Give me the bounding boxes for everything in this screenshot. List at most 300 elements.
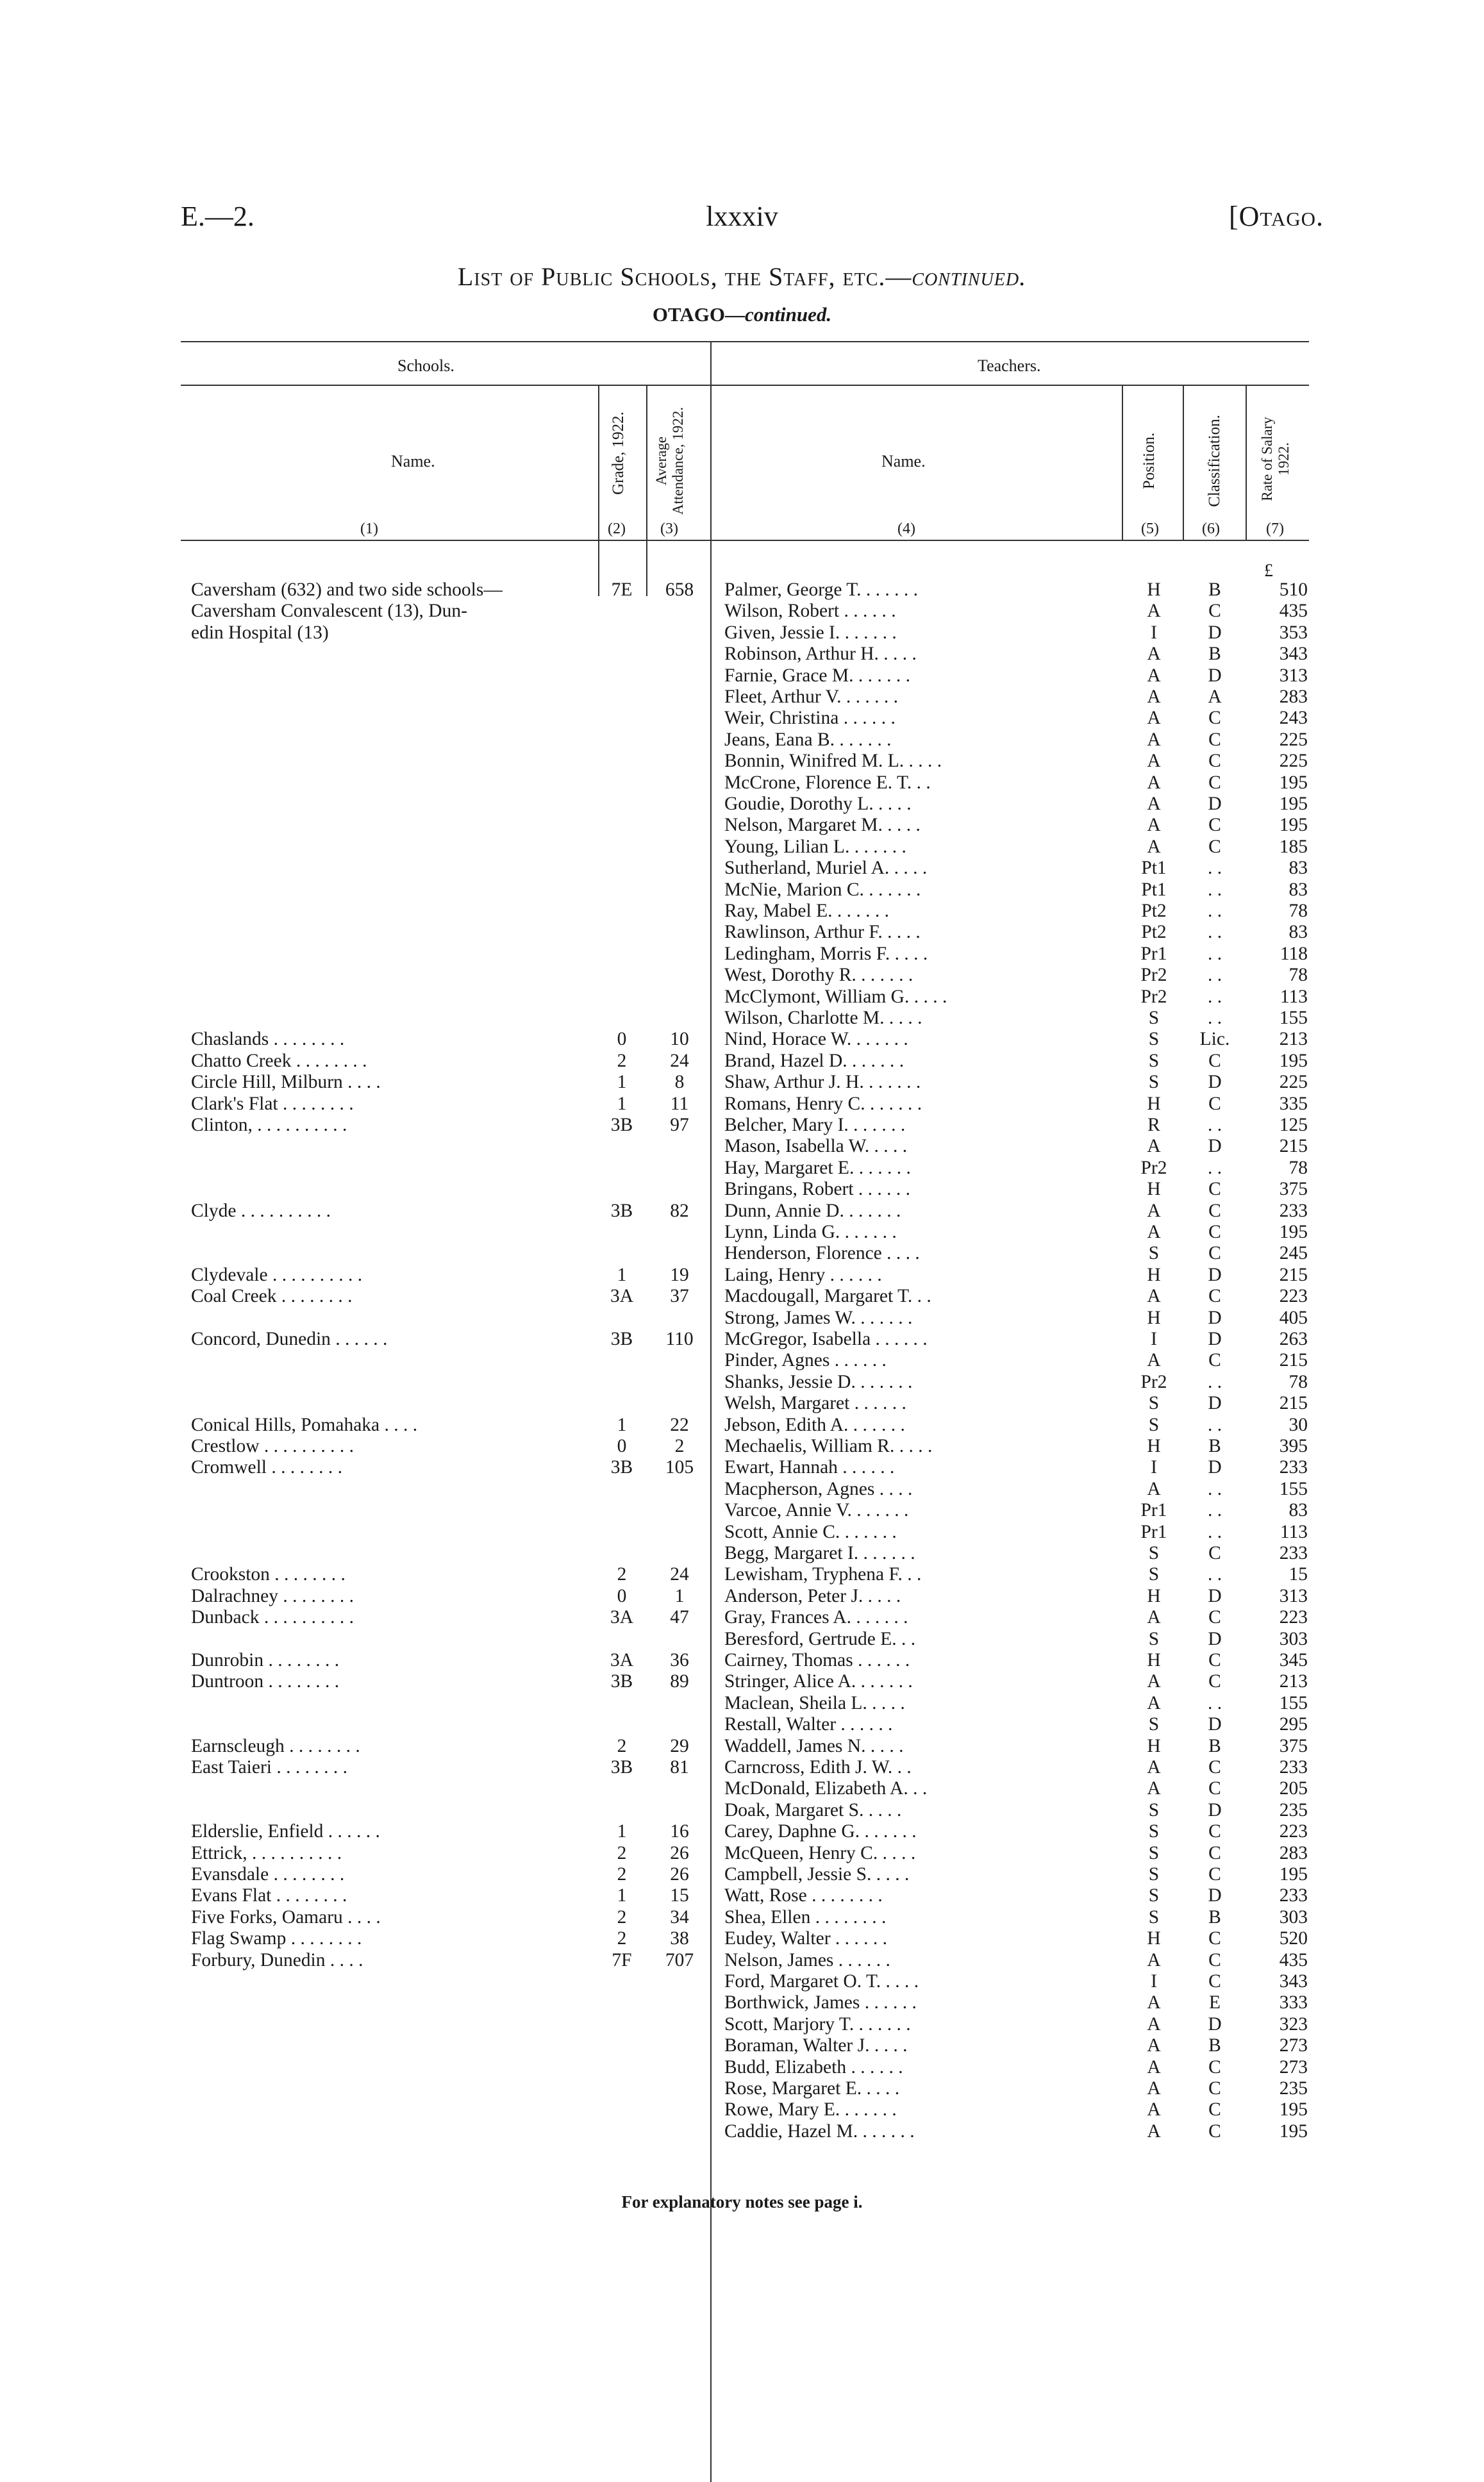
teacher-salary: 235 bbox=[1279, 1799, 1308, 1820]
teacher-classification: C bbox=[1208, 2099, 1221, 2120]
teacher-name: McQueen, Henry C. . . . . bbox=[724, 1842, 916, 1863]
teacher-row bbox=[0, 1285, 1321, 1307]
teacher-classification: . . bbox=[1207, 879, 1222, 900]
school-grade: 0 bbox=[617, 1585, 627, 1606]
teacher-classification: C bbox=[1208, 708, 1221, 729]
teacher-salary: 78 bbox=[1288, 965, 1308, 986]
school-name: Crookston . . . . . . . . bbox=[191, 1564, 346, 1585]
teacher-row bbox=[0, 1885, 1321, 1906]
teacher-salary: 405 bbox=[1279, 1307, 1308, 1328]
teacher-row bbox=[0, 986, 1321, 1008]
school-name: Clyde . . . . . . . . . . bbox=[191, 1200, 331, 1221]
teacher-row bbox=[0, 1307, 1321, 1329]
teacher-classification: C bbox=[1208, 1949, 1221, 1970]
teacher-name: Eudey, Walter . . . . . . bbox=[724, 1928, 888, 1949]
school-grade: 1 bbox=[617, 1414, 627, 1435]
teacher-name: Sutherland, Muriel A. . . . . bbox=[724, 858, 928, 879]
school-grade: 1 bbox=[617, 1093, 627, 1114]
teacher-classification: C bbox=[1208, 2078, 1221, 2099]
teacher-salary: 233 bbox=[1279, 1885, 1308, 1906]
school-attendance: 658 bbox=[665, 579, 694, 600]
footnote: For explanatory notes see page i. bbox=[621, 2192, 863, 2211]
teacher-name: West, Dorothy R. . . . . . . bbox=[724, 965, 913, 986]
teacher-position: Pr2 bbox=[1140, 965, 1167, 986]
teacher-position: A bbox=[1147, 794, 1161, 814]
teacher-row bbox=[0, 2056, 1321, 2078]
school-attendance: 707 bbox=[665, 1949, 694, 1970]
teacher-row bbox=[0, 1713, 1321, 1735]
teacher-salary: 283 bbox=[1279, 1842, 1308, 1863]
column-number-3: (3) bbox=[660, 521, 678, 537]
teacher-name: McCrone, Florence E. T. . . bbox=[724, 772, 931, 793]
teacher-classification: . . bbox=[1207, 1371, 1222, 1392]
teacher-salary: 155 bbox=[1279, 1478, 1308, 1499]
teacher-row bbox=[0, 579, 1321, 601]
teacher-row bbox=[0, 2120, 1321, 2142]
teacher-position: H bbox=[1147, 1928, 1161, 1949]
teacher-name: Belcher, Mary I. . . . . . . bbox=[724, 1115, 906, 1135]
teacher-name: Mechaelis, William R. . . . . bbox=[724, 1436, 933, 1456]
teacher-position: I bbox=[1151, 1971, 1157, 1992]
teacher-salary: 78 bbox=[1288, 901, 1308, 921]
teacher-classification: . . bbox=[1207, 1521, 1222, 1542]
school-grade: 2 bbox=[617, 1928, 627, 1949]
teacher-name: Rawlinson, Arthur F. . . . . bbox=[724, 922, 921, 943]
teacher-position: Pt1 bbox=[1141, 879, 1167, 900]
salary-header: Rate of Salary 1922. bbox=[1259, 417, 1292, 501]
teacher-position: A bbox=[1147, 644, 1161, 665]
teacher-salary: 323 bbox=[1279, 2013, 1308, 2035]
teacher-name: Given, Jessie I. . . . . . . bbox=[724, 622, 897, 643]
teacher-position: H bbox=[1147, 1735, 1161, 1756]
teacher-row bbox=[0, 1521, 1321, 1543]
teacher-classification: C bbox=[1208, 1671, 1221, 1692]
school-grade: 2 bbox=[617, 1564, 627, 1585]
attendance-header: Average Attendance, 1922. bbox=[653, 407, 686, 515]
school-name: Dalrachney . . . . . . . . bbox=[191, 1585, 354, 1606]
teacher-name: Maclean, Sheila L. . . . . bbox=[724, 1692, 905, 1713]
teacher-row bbox=[0, 857, 1321, 879]
teacher-position: A bbox=[1147, 708, 1161, 729]
teacher-position: A bbox=[1147, 1286, 1161, 1307]
teacher-position: A bbox=[1147, 1992, 1161, 2013]
teacher-name: Restall, Walter . . . . . . bbox=[724, 1714, 893, 1735]
teacher-row bbox=[0, 1649, 1321, 1671]
teacher-position: A bbox=[1147, 2035, 1161, 2056]
teacher-position: A bbox=[1147, 1671, 1161, 1692]
school-grade: 3A bbox=[610, 1650, 634, 1670]
teacher-classification: C bbox=[1208, 1607, 1221, 1628]
position-header: Position. bbox=[1140, 432, 1158, 490]
teacher-row bbox=[0, 1863, 1321, 1885]
school-attendance: 15 bbox=[670, 1885, 689, 1906]
teacher-position: R bbox=[1147, 1115, 1160, 1135]
teacher-classification: C bbox=[1208, 729, 1221, 750]
teacher-name: Strong, James W. . . . . . . bbox=[724, 1307, 913, 1328]
school-attendance: 2 bbox=[674, 1436, 685, 1456]
teacher-salary: 343 bbox=[1279, 1971, 1308, 1992]
teacher-position: A bbox=[1147, 1222, 1161, 1242]
teacher-salary: 235 bbox=[1279, 2078, 1308, 2099]
teacher-classification: C bbox=[1208, 815, 1221, 836]
teacher-salary: 225 bbox=[1279, 729, 1308, 750]
teacher-classification: B bbox=[1208, 1906, 1221, 1928]
table-top-rule bbox=[181, 341, 1309, 342]
school-grade: 1 bbox=[617, 1264, 627, 1285]
page-title bbox=[0, 262, 1484, 292]
school-grade: 0 bbox=[617, 1436, 627, 1456]
teacher-position: A bbox=[1147, 2056, 1161, 2078]
teacher-salary: 273 bbox=[1279, 2056, 1308, 2078]
teacher-name: Macdougall, Margaret T. . . bbox=[724, 1286, 931, 1307]
school-attendance: 19 bbox=[670, 1264, 689, 1285]
teacher-position: S bbox=[1148, 1072, 1160, 1093]
teacher-name: McGregor, Isabella . . . . . . bbox=[724, 1329, 928, 1349]
teacher-name-header: Name. bbox=[881, 452, 926, 471]
teacher-salary: 233 bbox=[1279, 1200, 1308, 1221]
teacher-name: Rowe, Mary E. . . . . . . bbox=[724, 2099, 897, 2120]
teacher-position: I bbox=[1151, 1457, 1157, 1478]
teacher-position: A bbox=[1147, 2013, 1161, 2035]
teacher-row bbox=[0, 1949, 1321, 1971]
teacher-classification: C bbox=[1208, 1842, 1221, 1863]
teacher-name: Borthwick, James . . . . . . bbox=[724, 1992, 917, 2013]
teacher-position: Pr2 bbox=[1140, 1371, 1167, 1392]
teacher-row bbox=[0, 643, 1321, 665]
teacher-position: A bbox=[1147, 2078, 1161, 2099]
teacher-salary: 273 bbox=[1279, 2035, 1308, 2056]
teacher-position: S bbox=[1148, 1243, 1160, 1264]
teacher-salary: 83 bbox=[1288, 879, 1308, 900]
school-name: Five Forks, Oamaru . . . . bbox=[191, 1906, 381, 1928]
teacher-row bbox=[0, 1992, 1321, 2013]
teacher-classification: . . bbox=[1207, 901, 1222, 921]
subtitle-main: OTAGO— bbox=[652, 303, 745, 326]
teacher-position: A bbox=[1147, 601, 1161, 622]
teacher-row bbox=[0, 2013, 1321, 2035]
school-name: Evansdale . . . . . . . . bbox=[191, 1864, 345, 1885]
teacher-position: S bbox=[1148, 1564, 1160, 1585]
school-attendance: 89 bbox=[670, 1671, 689, 1692]
teacher-row bbox=[0, 1799, 1321, 1821]
school-grade: 7E bbox=[611, 579, 633, 600]
teacher-name: Wilson, Charlotte M. . . . . bbox=[724, 1008, 922, 1028]
teacher-position: A bbox=[1147, 687, 1161, 707]
school-name: Chaslands . . . . . . . . bbox=[191, 1029, 345, 1050]
teacher-position: A bbox=[1147, 1200, 1161, 1221]
teacher-position: H bbox=[1147, 1093, 1161, 1114]
teacher-row bbox=[0, 1563, 1321, 1585]
school-attendance: 11 bbox=[670, 1093, 689, 1114]
teacher-name: Anderson, Peter J. . . . . bbox=[724, 1585, 901, 1606]
school-grade: 7F bbox=[612, 1949, 632, 1970]
teacher-row bbox=[0, 1928, 1321, 1949]
teacher-salary: 345 bbox=[1279, 1650, 1308, 1670]
teacher-position: Pr1 bbox=[1140, 1521, 1167, 1542]
column-number-5: (5) bbox=[1141, 521, 1159, 537]
teacher-row bbox=[0, 1200, 1321, 1222]
teacher-name: Stringer, Alice A. . . . . . . bbox=[724, 1671, 913, 1692]
teacher-row bbox=[0, 772, 1321, 794]
teacher-position: S bbox=[1148, 1050, 1160, 1071]
school-name: Ettrick, . . . . . . . . . . bbox=[191, 1842, 342, 1863]
school-attendance: 24 bbox=[670, 1564, 689, 1585]
teacher-classification: C bbox=[1208, 1543, 1221, 1563]
teacher-row bbox=[0, 1414, 1321, 1436]
teacher-row bbox=[0, 729, 1321, 751]
teacher-salary: 263 bbox=[1279, 1329, 1308, 1349]
teacher-classification: D bbox=[1208, 794, 1222, 814]
region-label: [Otago. bbox=[1228, 201, 1324, 232]
school-grade: 1 bbox=[617, 1072, 627, 1093]
teacher-name: Varcoe, Annie V. . . . . . . bbox=[724, 1500, 909, 1521]
teacher-name: Shea, Ellen . . . . . . . . bbox=[724, 1906, 887, 1928]
teacher-salary: 195 bbox=[1279, 772, 1308, 793]
teacher-row bbox=[0, 964, 1321, 986]
teacher-row bbox=[0, 2099, 1321, 2120]
school-grade: 3B bbox=[610, 1457, 633, 1478]
teacher-salary: 303 bbox=[1279, 1906, 1308, 1928]
teacher-name: Macpherson, Agnes . . . . bbox=[724, 1478, 913, 1499]
teacher-name: Farnie, Grace M. . . . . . . bbox=[724, 665, 911, 686]
teacher-salary: 353 bbox=[1279, 622, 1308, 643]
currency-symbol: £ bbox=[1264, 561, 1273, 581]
teacher-name: Rose, Margaret E. . . . . bbox=[724, 2078, 900, 2099]
teacher-name: Gray, Frances A. . . . . . . bbox=[724, 1607, 908, 1628]
teacher-row bbox=[0, 879, 1321, 901]
teacher-name: Campbell, Jessie S. . . . . bbox=[724, 1864, 910, 1885]
teacher-name: Bringans, Robert . . . . . . bbox=[724, 1179, 911, 1200]
teacher-salary: 335 bbox=[1279, 1093, 1308, 1114]
teacher-name: Beresford, Gertrude E. . . bbox=[724, 1628, 916, 1649]
teacher-classification: C bbox=[1208, 1093, 1221, 1114]
teacher-position: A bbox=[1147, 2099, 1161, 2120]
teacher-classification: C bbox=[1208, 1179, 1221, 1200]
school-name: Cromwell . . . . . . . . bbox=[191, 1457, 342, 1478]
teacher-salary: 215 bbox=[1279, 1393, 1308, 1414]
teacher-salary: 78 bbox=[1288, 1371, 1308, 1392]
teacher-name: McDonald, Elizabeth A. . . bbox=[724, 1778, 928, 1799]
teacher-classification: . . bbox=[1207, 1478, 1222, 1499]
teacher-classification: D bbox=[1208, 1585, 1222, 1606]
teacher-name: Fleet, Arthur V. . . . . . . bbox=[724, 687, 898, 707]
teacher-name: Palmer, George T. . . . . . . bbox=[724, 579, 918, 600]
teacher-name: Ledingham, Morris F. . . . . bbox=[724, 943, 928, 964]
teacher-salary: 195 bbox=[1279, 1222, 1308, 1242]
teacher-row bbox=[0, 836, 1321, 858]
teacher-name: Laing, Henry . . . . . . bbox=[724, 1264, 882, 1285]
teacher-row bbox=[0, 1157, 1321, 1179]
teacher-row bbox=[0, 1499, 1321, 1521]
school-grade: 3B bbox=[610, 1757, 633, 1778]
teacher-classification: Lic. bbox=[1199, 1029, 1230, 1050]
teacher-name: Carncross, Edith J. W. . . bbox=[724, 1757, 912, 1778]
school-grade: 3A bbox=[610, 1607, 634, 1628]
column-number-4: (4) bbox=[897, 521, 915, 537]
teacher-name: Henderson, Florence . . . . bbox=[724, 1243, 920, 1264]
page-code: E.—2. bbox=[181, 201, 254, 232]
school-attendance: 34 bbox=[670, 1906, 689, 1928]
teacher-name: Lewisham, Tryphena F. . . bbox=[724, 1564, 922, 1585]
teacher-salary: 313 bbox=[1279, 1585, 1308, 1606]
teacher-row bbox=[0, 1242, 1321, 1264]
school-name: Caversham Convalescent (13), Dun- bbox=[191, 601, 467, 622]
column-number-6: (6) bbox=[1202, 521, 1220, 537]
teacher-name: Boraman, Walter J. . . . . bbox=[724, 2035, 908, 2056]
teacher-row bbox=[0, 1456, 1321, 1478]
teacher-name: Mason, Isabella W. . . . . bbox=[724, 1136, 908, 1157]
teacher-position: Pr1 bbox=[1140, 943, 1167, 964]
school-name: Earnscleugh . . . . . . . . bbox=[191, 1735, 360, 1756]
teacher-salary: 245 bbox=[1279, 1243, 1308, 1264]
teacher-name: Goudie, Dorothy L. . . . . bbox=[724, 794, 912, 814]
teacher-row bbox=[0, 1328, 1321, 1350]
school-name: edin Hospital (13) bbox=[191, 622, 329, 643]
teacher-classification: . . bbox=[1207, 1008, 1222, 1028]
school-name: Clydevale . . . . . . . . . . bbox=[191, 1264, 363, 1285]
teacher-name: Weir, Christina . . . . . . bbox=[724, 708, 896, 729]
teacher-salary: 225 bbox=[1279, 751, 1308, 772]
teacher-name: McNie, Marion C. . . . . . . bbox=[724, 879, 921, 900]
school-name: Conical Hills, Pomahaka . . . . bbox=[191, 1414, 418, 1435]
teacher-row bbox=[0, 1778, 1321, 1799]
school-grade: 1 bbox=[617, 1821, 627, 1842]
teacher-classification: B bbox=[1208, 644, 1221, 665]
teacher-name: Hay, Margaret E. . . . . . . bbox=[724, 1157, 911, 1178]
school-name: Elderslie, Enfield . . . . . . bbox=[191, 1821, 380, 1842]
teacher-classification: C bbox=[1208, 1050, 1221, 1071]
school-attendance: 22 bbox=[670, 1414, 689, 1435]
teacher-name: Watt, Rose . . . . . . . . bbox=[724, 1885, 883, 1906]
teacher-row bbox=[0, 600, 1321, 622]
teacher-name: Pinder, Agnes . . . . . . bbox=[724, 1350, 887, 1371]
school-attendance: 10 bbox=[670, 1029, 689, 1050]
teacher-name: Bonnin, Winifred M. L. . . . . bbox=[724, 751, 942, 772]
teacher-position: S bbox=[1148, 1029, 1160, 1050]
school-name: Clinton, . . . . . . . . . . bbox=[191, 1115, 347, 1135]
teacher-name: Cairney, Thomas . . . . . . bbox=[724, 1650, 910, 1670]
teacher-salary: 215 bbox=[1279, 1264, 1308, 1285]
teacher-salary: 343 bbox=[1279, 644, 1308, 665]
teacher-position: Pt1 bbox=[1141, 858, 1167, 879]
teacher-classification: C bbox=[1208, 601, 1221, 622]
teacher-classification: . . bbox=[1207, 986, 1222, 1007]
school-grade: 3B bbox=[610, 1671, 633, 1692]
teacher-classification: C bbox=[1208, 1778, 1221, 1799]
teacher-classification: . . bbox=[1207, 858, 1222, 879]
school-name: Circle Hill, Milburn . . . . bbox=[191, 1072, 381, 1093]
teacher-salary: 83 bbox=[1288, 1500, 1308, 1521]
teacher-salary: 215 bbox=[1279, 1350, 1308, 1371]
teacher-classification: . . bbox=[1207, 1414, 1222, 1435]
teacher-salary: 78 bbox=[1288, 1157, 1308, 1178]
teacher-row bbox=[0, 1071, 1321, 1093]
salary-divider bbox=[1246, 385, 1247, 540]
column-header-rule bbox=[181, 540, 1309, 541]
teacher-position: S bbox=[1148, 1821, 1160, 1842]
school-name: Forbury, Dunedin . . . . bbox=[191, 1949, 363, 1970]
teacher-classification: D bbox=[1208, 1393, 1222, 1414]
teacher-classification: C bbox=[1208, 1971, 1221, 1992]
teacher-row bbox=[0, 1970, 1321, 1992]
teacher-name: Wilson, Robert . . . . . . bbox=[724, 601, 896, 622]
teacher-classification: B bbox=[1208, 579, 1221, 600]
teacher-name: Ewart, Hannah . . . . . . bbox=[724, 1457, 895, 1478]
teacher-salary: 83 bbox=[1288, 922, 1308, 943]
teacher-name: Scott, Marjory T. . . . . . . bbox=[724, 2013, 911, 2035]
teacher-salary: 213 bbox=[1279, 1671, 1308, 1692]
school-name: Clark's Flat . . . . . . . . bbox=[191, 1093, 354, 1114]
teacher-position: A bbox=[1147, 1692, 1161, 1713]
teacher-salary: 205 bbox=[1279, 1778, 1308, 1799]
teacher-salary: 395 bbox=[1279, 1436, 1308, 1456]
teacher-salary: 15 bbox=[1288, 1564, 1308, 1585]
teacher-salary: 195 bbox=[1279, 2099, 1308, 2120]
teacher-name: Brand, Hazel D. . . . . . . bbox=[724, 1050, 905, 1071]
teacher-classification: D bbox=[1208, 622, 1222, 643]
teacher-row bbox=[0, 1606, 1321, 1628]
teacher-classification: D bbox=[1208, 665, 1222, 686]
teacher-salary: 375 bbox=[1279, 1735, 1308, 1756]
teacher-classification: D bbox=[1208, 1072, 1222, 1093]
teacher-row bbox=[0, 1392, 1321, 1414]
teacher-name: Waddell, James N. . . . . bbox=[724, 1735, 904, 1756]
teacher-classification: C bbox=[1208, 1243, 1221, 1264]
school-attendance: 26 bbox=[670, 1864, 689, 1885]
teacher-classification: C bbox=[1208, 751, 1221, 772]
teacher-salary: 113 bbox=[1280, 1521, 1308, 1542]
column-number-7: (7) bbox=[1266, 521, 1284, 537]
teacher-salary: 195 bbox=[1279, 794, 1308, 814]
teacher-position: A bbox=[1147, 1136, 1161, 1157]
teacher-row bbox=[0, 793, 1321, 815]
school-attendance: 29 bbox=[670, 1735, 689, 1756]
teacher-salary: 113 bbox=[1280, 986, 1308, 1007]
teacher-name: Shaw, Arthur J. H. . . . . . . bbox=[724, 1072, 921, 1093]
teacher-row bbox=[0, 686, 1321, 708]
teacher-row bbox=[0, 2035, 1321, 2056]
teacher-position: H bbox=[1147, 579, 1161, 600]
teacher-classification: D bbox=[1208, 1264, 1222, 1285]
teacher-position: A bbox=[1147, 729, 1161, 750]
teacher-classification: C bbox=[1208, 1222, 1221, 1242]
school-attendance: 97 bbox=[670, 1115, 689, 1135]
teacher-salary: 195 bbox=[1279, 1050, 1308, 1071]
teacher-classification: C bbox=[1208, 1350, 1221, 1371]
school-grade: 2 bbox=[617, 1050, 627, 1071]
teacher-salary: 30 bbox=[1288, 1414, 1308, 1435]
teacher-classification: B bbox=[1208, 2035, 1221, 2056]
title-main: List of Public Schools, the Staff, etc.— bbox=[457, 262, 912, 291]
teacher-row bbox=[0, 622, 1321, 644]
teacher-row bbox=[0, 1692, 1321, 1714]
teacher-position: A bbox=[1147, 1778, 1161, 1799]
teacher-position: A bbox=[1147, 772, 1161, 793]
teacher-row bbox=[0, 1670, 1321, 1692]
teacher-salary: 435 bbox=[1279, 601, 1308, 622]
teacher-position: H bbox=[1147, 1585, 1161, 1606]
teacher-classification: . . bbox=[1207, 922, 1222, 943]
classification-divider bbox=[1183, 385, 1184, 540]
teacher-name: Lynn, Linda G. . . . . . . bbox=[724, 1222, 897, 1242]
teacher-name: Carey, Daphne G. . . . . . . bbox=[724, 1821, 917, 1842]
teacher-name: Nind, Horace W. . . . . . . bbox=[724, 1029, 908, 1050]
teacher-position: A bbox=[1147, 1478, 1161, 1499]
teacher-salary: 155 bbox=[1279, 1692, 1308, 1713]
teacher-position: S bbox=[1148, 1906, 1160, 1928]
school-name-header: Name. bbox=[391, 452, 435, 471]
teacher-classification: D bbox=[1208, 1307, 1222, 1328]
